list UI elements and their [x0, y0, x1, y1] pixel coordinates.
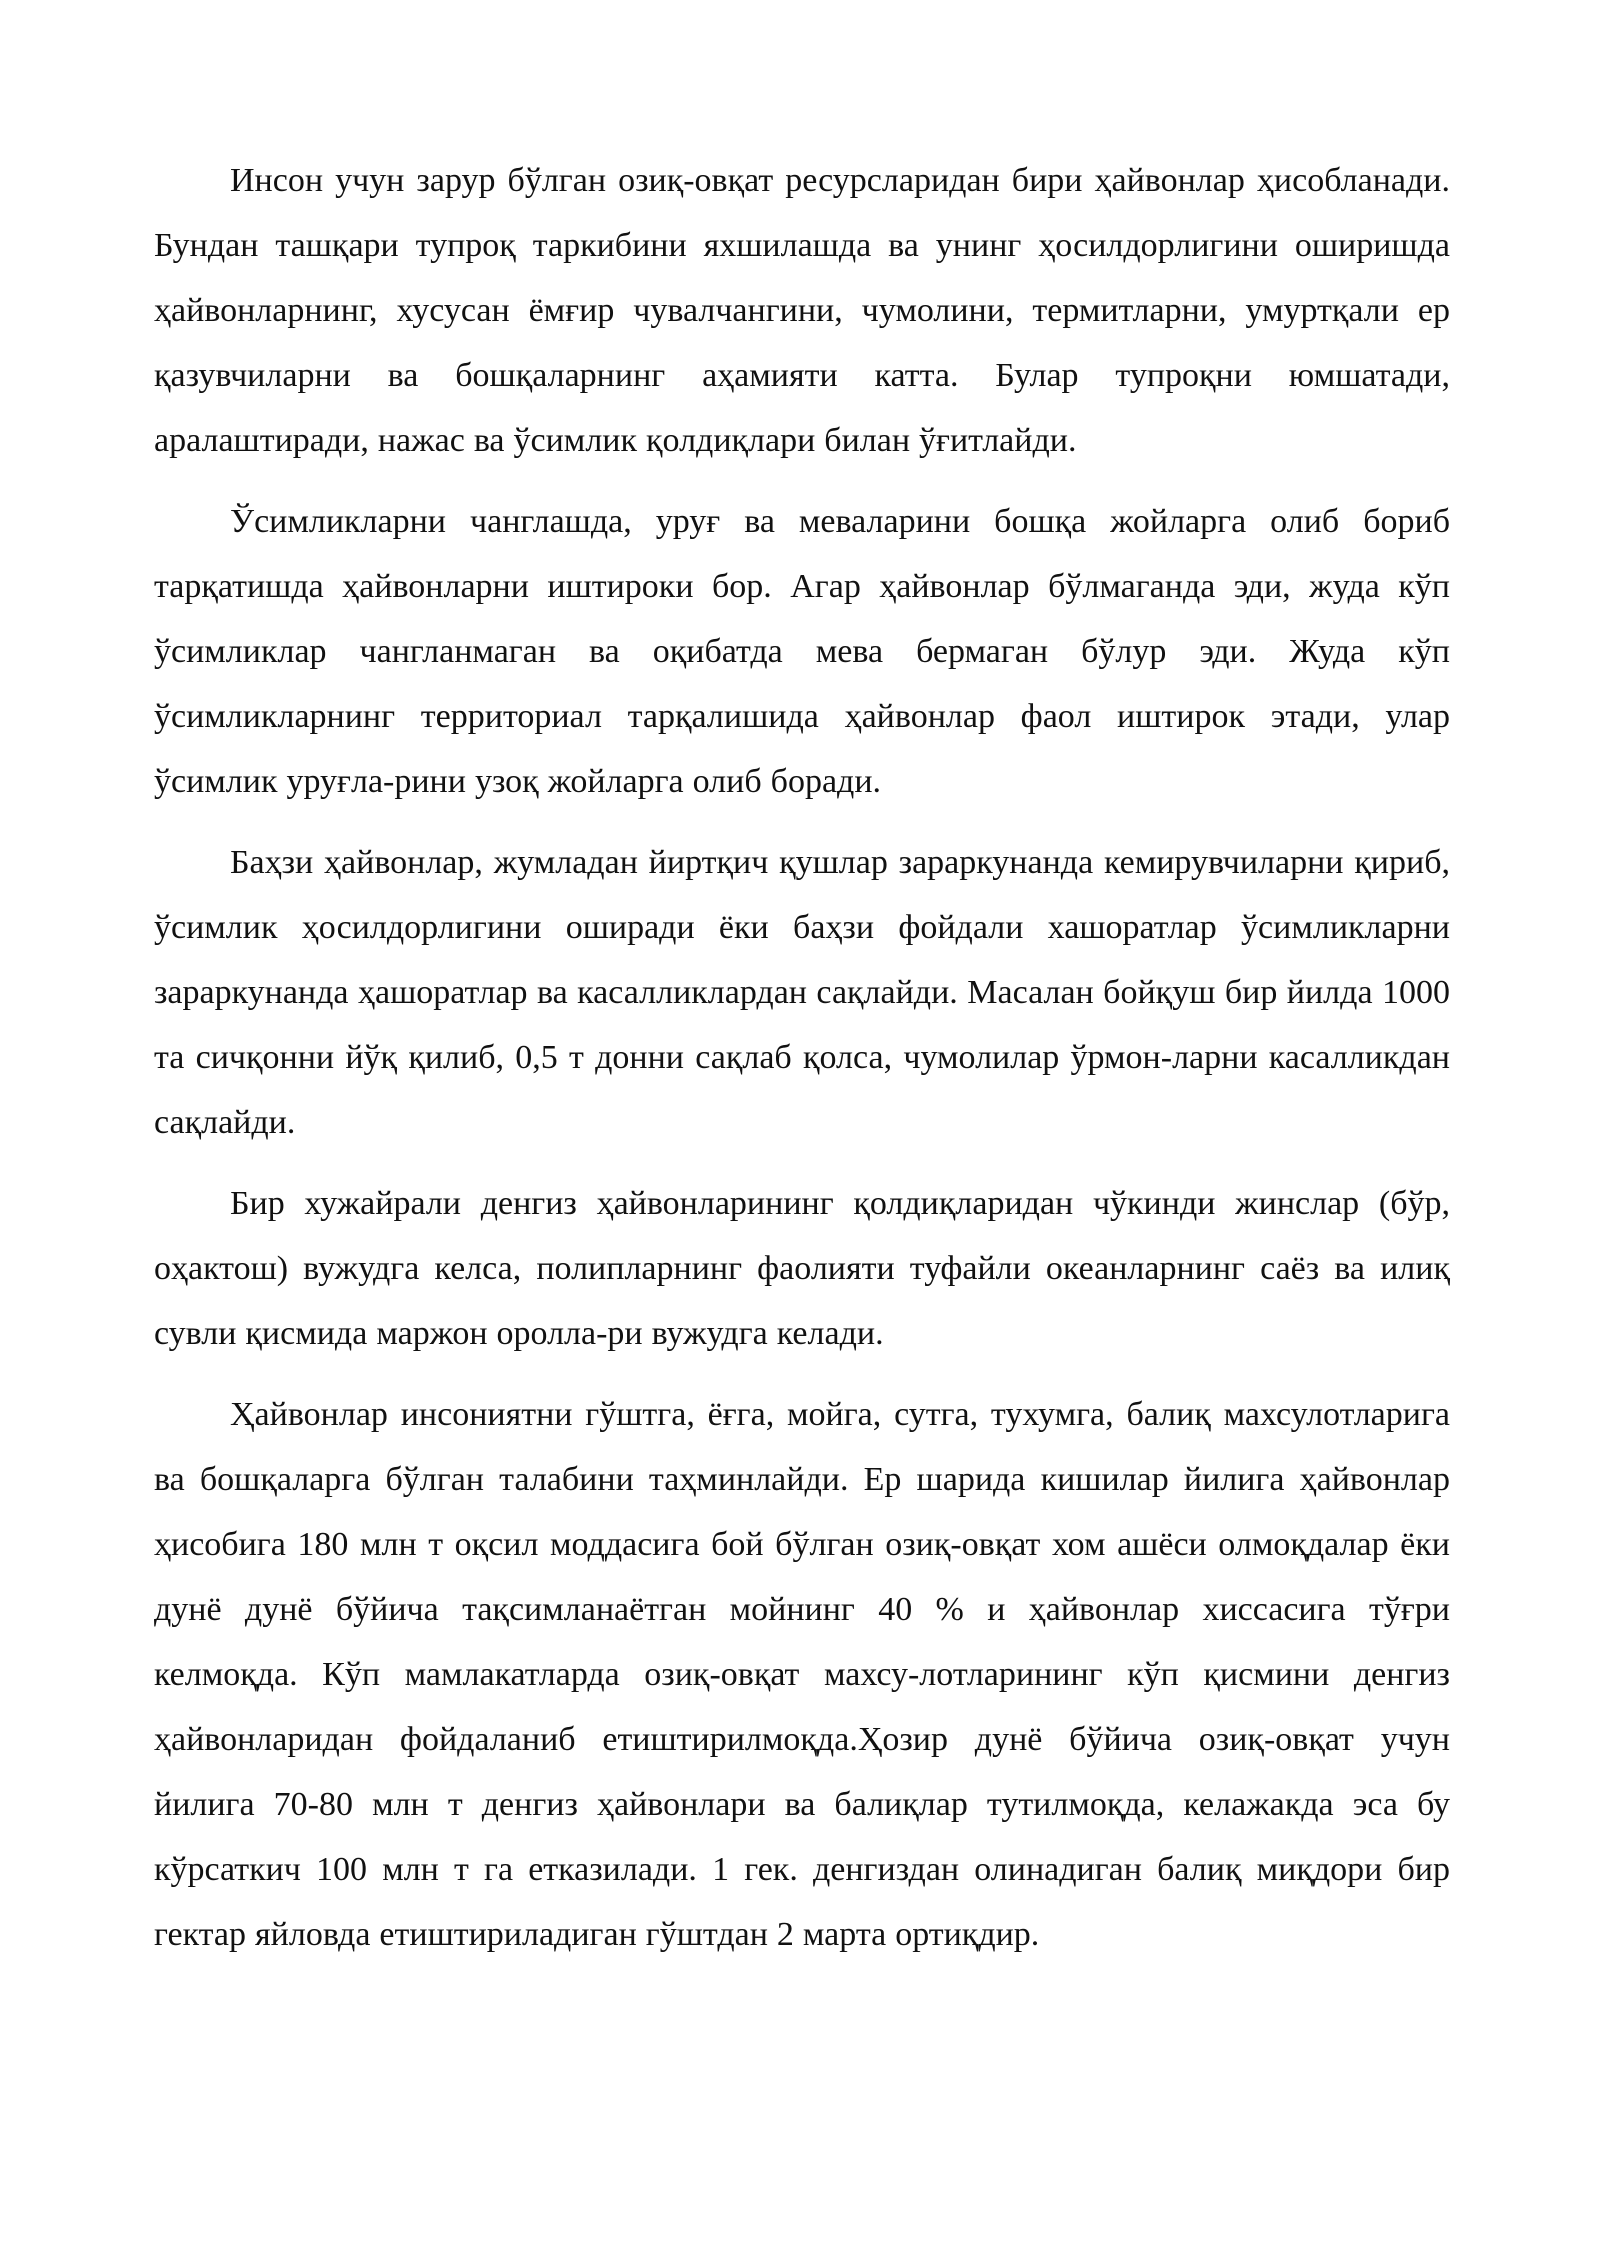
paragraph-4: Бир хужайрали денгиз ҳайвонларининг қолдиқларидан чўкинди жинслар (бўр, оҳактош) вужудга келса, полипларнинг фаолияти туфайли океанларнинг саёз ва илиқ сувли қисмида маржон оролла-ри вужудга келади. — [154, 1185, 1450, 1352]
paragraph-5: Ҳайвонлар инсониятни гўштга, ёғга, мойга, сутга, тухумга, балиқ махсулотларига ва бошқаларга бўлган талабини таҳминлайди. Ер шарида кишилар йилига ҳайвонлар ҳисобига 180 млн т оқсил моддасига бой бўлган озиқ-овқат хом ашёси олмоқдалар ёки дунё дунё бўйича тақсимланаётган мойнинг 40 % и ҳайвонлар хиссасига тўғри келмоқда. Кўп мамлакатларда озиқ-овқат махсу-лотларининг кўп қисмини денгиз ҳайвонларидан фойдаланиб етиштирилмоқда.Ҳозир дунё бўйича озиқ-овқат учун йилига 70-80 млн т денгиз ҳайвонлари ва балиқлар тутилмоқда, келажакда эса бу кўрсаткич 100 млн т га етказилади. 1 гек. денгиздан олинадиган балиқ миқдори бир гектар яйловда етиштириладиган гўштдан 2 марта ортиқдир. — [154, 1396, 1450, 1953]
document-body — [154, 148, 1450, 1983]
paragraph-1: Инсон учун зарур бўлган озиқ-овқат ресурсларидан бири ҳайвонлар ҳисобланади. Бундан ташқари тупроқ таркибини яхшилашда ва унинг ҳосилдорлигини оширишда ҳайвонларнинг, хусусан ёмғир чувалчангини, чумолини, термитларни, умуртқали ер қазувчиларни ва бошқаларнинг аҳамияти катта. Булар тупроқни юмшатади, аралаштиради, нажас ва ўсимлик қолдиқлари билан ўғитлайди. — [154, 162, 1450, 459]
paragraph-2: Ўсимликларни чанглашда, уруғ ва меваларини бошқа жойларга олиб бориб тарқатишда ҳайвонларни иштироки бор. Агар ҳайвонлар бўлмаганда эди, жуда кўп ўсимликлар чангланмаган ва оқибатда мева бермаган бўлур эди. Жуда кўп ўсимликларнинг территориал тарқалишида ҳайвонлар фаол иштирок этади, улар ўсимлик уруғла-рини узоқ жойларга олиб боради. — [154, 503, 1450, 800]
paragraph-3: Баҳзи ҳайвонлар, жумладан йиртқич қушлар зараркунанда кемирувчиларни қириб, ўсимлик ҳосилдорлигини оширади ёки баҳзи фойдали хашоратлар ўсимликларни зараркунанда ҳашоратлар ва касалликлардан сақлайди. Масалан бойқуш бир йилда 1000 та сичқонни йўқ қилиб, 0,5 т донни сақлаб қолса, чумолилар ўрмон-ларни касалликдан сақлайди. — [154, 844, 1450, 1141]
